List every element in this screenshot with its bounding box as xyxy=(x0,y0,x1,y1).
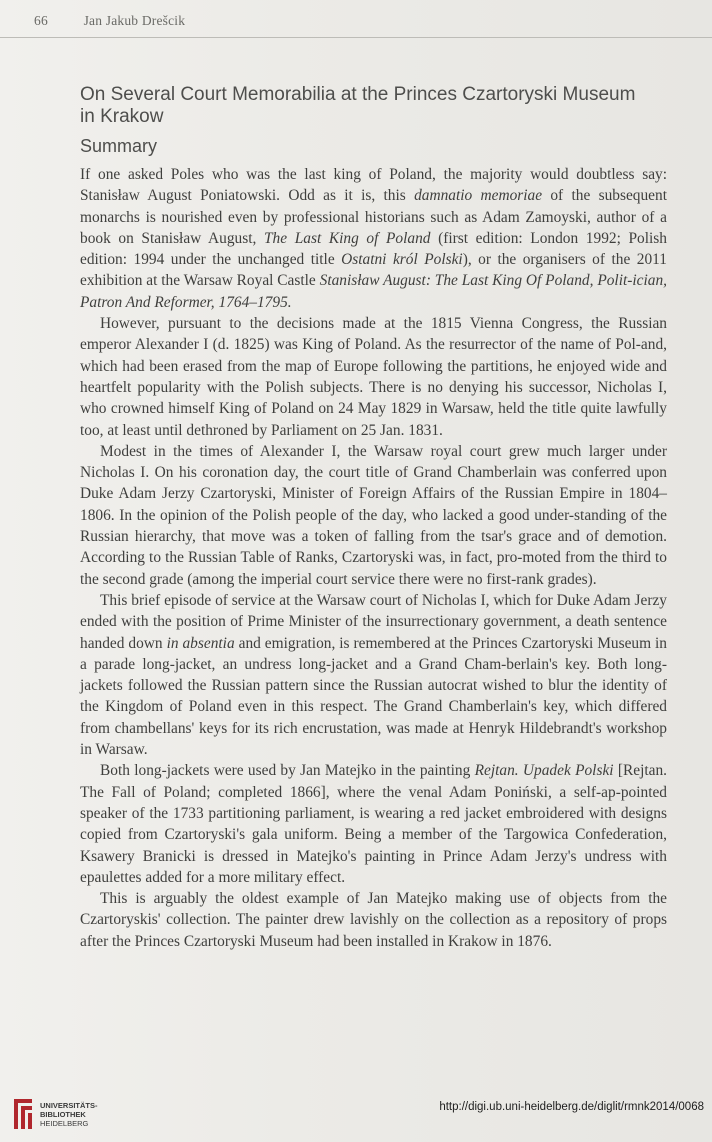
paragraph-text: and emigration, is remembered at the Princes Czartoryski Museum in a parade long-jacket, an undress long-jacket and a Grand Cham-berlain's key. Both long-jackets followed the Russian pattern since the Russian autocrat wished to blur the identity of the Kingdom of Poland even in this respect. The Grand Chamberlain's key, which differed from chambellans' keys for its rich encrustation, was made at Henryk Hildebrandt's workshop in Warsaw. xyxy=(80,634,667,759)
paragraph-text: This brief episode of service at the Warsaw court of Nicholas I, which for Duke Adam Jerzy ended with the position of Prime Minister of the insurrectionary government, a death sentence handed down xyxy=(80,591,667,652)
italic-title-text: The Last King of Poland xyxy=(264,229,431,247)
paragraph-text: (first edition: London 1992; Polish edition: 1994 under the unchanged title xyxy=(80,229,667,269)
running-head-author: Jan Jakub Drešcik xyxy=(83,13,186,28)
source-url-link[interactable]: http://digi.ub.uni-heidelberg.de/diglit/rmnk2014/0068 xyxy=(439,1101,704,1113)
library-name-line-1: UNIVERSITÄTS- xyxy=(40,1101,98,1110)
paragraph-text: Both long-jackets were used by Jan Matejko in the painting xyxy=(100,762,475,780)
summary-paragraph xyxy=(80,888,667,952)
header-rule xyxy=(0,37,712,38)
library-city: HEIDELBERG xyxy=(40,1119,89,1128)
paragraph-text: [Rejtan. The Fall of Poland; completed 1866], where the venal Adam Poniński, a self-ap-pointed speaker of the 1733 partitioning parliament, is wearing a red jacket embroidered with designs copied from Czartoryski's gala uniform. Being a member of the Targowica Confederation, Ksawery Branicki is dressed in Matejko's painting in Prince Adam Jerzy's undress with epaulettes added for a more military effect. xyxy=(80,762,668,886)
running-head xyxy=(34,13,692,29)
article-title: On Several Court Memorabilia at the Princes Czartoryski Museum in Krakow xyxy=(80,84,636,127)
library-logo-text xyxy=(40,1101,98,1128)
paragraph-text: If one asked Poles who was the last king of Poland, the majority would doubtless say: Stanisław August Poniatowski. Odd as it is, this xyxy=(80,166,667,205)
italic-title-text: Stanisław August: The Last King Of Poland, Polit-ician, Patron And Reformer, 1764–1795. xyxy=(80,272,668,311)
summary-paragraph xyxy=(80,590,667,760)
summary-paragraph xyxy=(80,441,667,590)
library-name-line-2: BIBLIOTHEK xyxy=(40,1110,86,1119)
italic-title-text: damnatio memoriae xyxy=(414,187,543,205)
paragraph-text: ), or the organisers of the 2011 exhibition at the Warsaw Royal Castle xyxy=(80,251,667,290)
paragraph-text: However, pursuant to the decisions made at the 1815 Vienna Congress, the Russian emperor Alexander I (d. 1825) was King of Poland. As the resurrector of the name of Pol-and, which had been erased from the map of Europe following the partitions, he enjoyed wide and heartfelt popularity with the Polish subjects. There is no denying his successor, Nicholas I, who crowned himself King of Poland on 24 May 1829 in Warsaw, held the title quite lawfully too, at least until dethroned by Parliament on 25 Jan. 1831. xyxy=(80,315,667,439)
italic-title-text: in absentia xyxy=(166,634,235,652)
italic-title-text: Rejtan. Upadek Polski xyxy=(474,762,614,780)
library-logo-icon xyxy=(10,1097,36,1131)
section-heading: Summary xyxy=(80,136,158,156)
library-logo[interactable] xyxy=(10,1097,120,1133)
summary-paragraph xyxy=(80,313,667,441)
summary-paragraph xyxy=(80,760,667,888)
paragraph-text: Modest in the times of Alexander I, the Warsaw royal court grew much larger under Nicholas I. On his coronation day, the court title of Grand Chamberlain was conferred upon Duke Adam Jerzy Czartoryski, Minister of Foreign Affairs of the Russian Empire in 1804–1806. In the opinion of the Polish people of the day, who lacked a good under-standing of the Russian hierarchy, that move was a token of falling from the tsar's grace and of demotion. According to the Russian Table of Ranks, Czartoryski was, in fact, pro-moted from the third to the second grade (among the imperial court service there were no first-rank grades). xyxy=(80,442,667,588)
page-number: 66 xyxy=(34,13,48,28)
summary-body xyxy=(80,164,667,952)
paragraph-text: of the subsequent monarchs is nourished even by professional historians such as Adam Zamoyski, author of a book on Stanisław August, xyxy=(80,187,667,247)
summary-paragraph xyxy=(80,164,667,313)
italic-title-text: Ostatni król Polski xyxy=(341,251,463,269)
paragraph-text: This is arguably the oldest example of Jan Matejko making use of objects from the Czartoryskis' collection. The painter drew lavishly on the collection as a repository of props after the Princes Czartoryski Museum had been installed in Krakow in 1876. xyxy=(80,890,667,950)
